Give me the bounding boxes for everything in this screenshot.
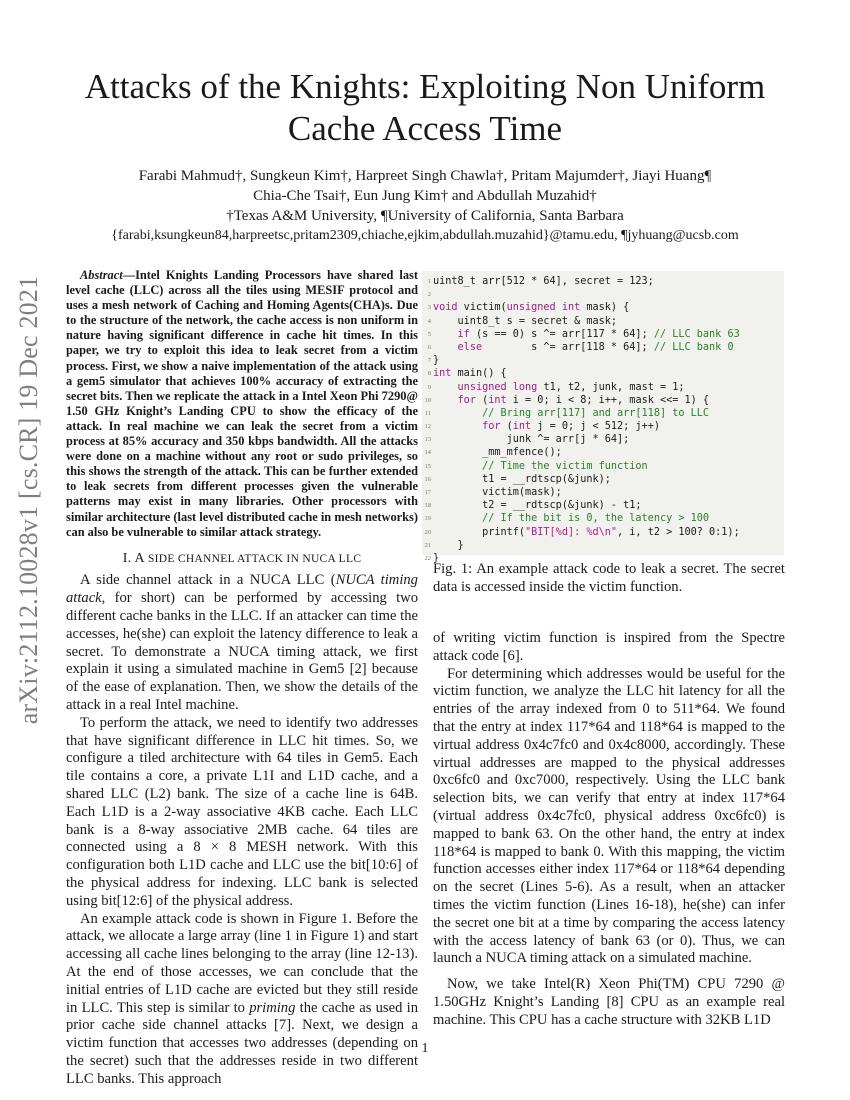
- abstract: [66, 268, 418, 540]
- code-line: 22 }: [424, 552, 440, 564]
- arxiv-stamp: arXiv:2112.10028v1 [cs.CR] 19 Dec 2021: [14, 275, 43, 725]
- code-line: 21 }: [424, 539, 464, 551]
- code-line: 11 // Bring arr[117] and arr[118] to LLC: [424, 407, 710, 419]
- code-line: 15 // Time the victim function: [424, 460, 648, 472]
- code-line: 17 victim(mask);: [424, 487, 562, 498]
- code-line: 10 for (int i = 0; i < 8; i++, mask <<= 1) {: [424, 394, 710, 406]
- code-line: 7 }: [427, 355, 440, 367]
- left-column: [66, 268, 418, 1089]
- author-names-2: Chia-Che Tsai†, Eun Jung Kim† and Abdullah Muzahid†: [253, 188, 597, 204]
- paragraph: of writing victim function is inspired from the Spectre attack code [6].: [433, 630, 785, 664]
- author-emails: {farabi,ksungkeun84,harpreetsc,pritam2309,chiache,ejkim,abdullah.muzahid}@tamu.edu, ¶jyhuang@ucsb.com: [111, 228, 739, 243]
- code-line: 18 t2 = __rdtscp(&junk) - t1;: [424, 500, 642, 512]
- code-line: 16 t1 = __rdtscp(&junk);: [424, 473, 611, 485]
- code-line: 1 uint8_t arr[512 * 64], secret = 123;: [427, 276, 654, 287]
- title-line-1: Attacks of the Knights: Exploiting Non Uniform: [84, 67, 766, 106]
- paragraph: An example attack code is shown in Figure 1. Before the attack, we allocate a large array (line 1 in Figure 1) and start accessing all cache lines belonging to the array (line 12-13). At the end of those accesses, we can conclude that the initial entries of L1D cache are evicted but they still reside in LLC. This step is similar to priming the cache as used in prior cache side channel attacks [7]. Next, we design a victim function that accesses two addresses (depending on the secret) such that the addresses reside in two different LLC banks. This approach: [66, 910, 418, 1087]
- code-line: 20 printf("BIT[%d]: %d\n", i, t2 > 100? 0:1);: [424, 526, 740, 538]
- title-line-2: Cache Access Time: [287, 109, 563, 148]
- code-listing: [424, 275, 783, 565]
- code-line: 9 unsigned long t1, t2, junk, mast = 1;: [427, 381, 685, 393]
- code-line: 3 void victim(unsigned int mask) {: [427, 302, 630, 314]
- code-line: 2: [427, 291, 431, 299]
- paragraph: Now, we take Intel(R) Xeon Phi(TM) CPU 7290 @ 1.50GHz Knight’s Landing [8] CPU as an example real machine. This CPU has a cache structure with 32KB L1D: [433, 976, 785, 1028]
- code-line: 19 // If the bit is 0, the latency > 100: [424, 513, 710, 525]
- code-line: 5 if (s == 0) s ^= arr[117 * 64]; // LLC bank 63: [427, 328, 740, 340]
- code-line: 13 junk ^= arr[j * 64];: [424, 434, 630, 446]
- affiliations: †Texas A&M University, ¶University of California, Santa Barbara: [226, 208, 624, 224]
- code-line: 14 _mm_mfence();: [424, 447, 562, 459]
- abstract-text: —Intel Knights Landing Processors have shared last level cache (LLC) across all the tiles using MESIF protocol and uses a mesh network of Caching and Homing Agents(CHA)s. Due to the structure of the network, the cache access is non uniform in nature having significant difference in cache hit times. In this paper, we try to exploit this idea to leak secret from a victim process. First, we show a naive implementation of the attack using a gem5 simulator that achieves 100% accuracy of extracting the secret bits. Then we replicate the attack in a Intel Xeon Phi 7290@ 1.50 GHz Knight’s Landing CPU to show the efficacy of the attack. In real machine we can leak the secret from a victim process at 85% accuracy and 350 kbps bandwidth. All the attacks were done on a machine without any root or sudo privileges, so this shows the strength of the attack. This can be further extended to leak secrets from different processes given the vulnerable patterns may exist in many libraries. Other processors with similar architecture (last level distributed cache in mesh networks) can also be vulnerable to similar attack strategy.: [66, 268, 418, 539]
- code-line: 8 int main() {: [427, 368, 507, 380]
- code-line: 12 for (int j = 0; j < 512; j++): [424, 421, 660, 433]
- abstract-label: Abstract: [80, 268, 123, 282]
- paragraph: For determining which addresses would be useful for the victim function, we analyze the LLC hit latency for all the entries of the array indexed from 0 to 511*64. We found that the entry at index 117*64 and 118*64 is mapped to the virtual address 0x4c7fc0 and 0x4c8000, accordingly. These virtual addresses are mapped to the physical addresses 0xc6fc0 and 0xc7000, respectively. Using the LLC bank selection bits, we can verify that entry at index 117*64 (virtual address 0x4c7fc0, physical address 0xc6fc0) is mapped to bank 63. On the other hand, the entry at index 118*64 is mapped to bank 0. With this mapping, the victim function accesses either index 117*64 or 118*64 depending on the secret (Lines 5-6). As a result, when an attacker times the victim function (Lines 16-18), he(she) can infer the secret one bit at a time by comparing the access latency with the access latency of bank 63 (or 0). Thus, we can launch a NUCA timing attack on a simulated machine.: [433, 665, 785, 967]
- page-number: 1: [421, 1041, 429, 1056]
- author-block: [60, 166, 790, 246]
- code-line: 4 uint8_t s = secret & mask;: [427, 315, 618, 327]
- right-column: [433, 630, 785, 1030]
- paragraph: A side channel attack in a NUCA LLC (NUCA timing attack, for short) can be performed by accessing two different cache banks in the LLC. If an attacker can time the accesses, he(she) can exploit the latency difference to leak a secret. To demonstrate a NUCA timing attack, we first explain it using a simulated machine in Gem5 [2] because of the ease of explanation. Then, we show the details of the attack in a real Intel machine.: [66, 572, 418, 714]
- code-line: 6 else s ^= arr[118 * 64]; // LLC bank 0: [427, 341, 734, 353]
- paper-title: [60, 66, 790, 150]
- section-heading: I. A SIDE CHANNEL ATTACK IN NUCA LLC: [122, 550, 362, 566]
- figure-caption: Fig. 1: An example attack code to leak a secret. The secret data is accessed inside the victim function.: [433, 561, 785, 595]
- author-names-1: Farabi Mahmud†, Sungkeun Kim†, Harpreet Singh Chawla†, Pritam Majumder†, Jiayi Huang¶: [138, 168, 712, 184]
- paragraph: To perform the attack, we need to identify two addresses that have significant difference in LLC hit times. So, we configure a tiled architecture with 64 tiles in Gem5. Each tile contains a core, a private L1I and L1D cache, and a shared LLC (L2) bank. The size of a cache line is 64B. Each L1D is a 2-way associative 4KB cache. Each LLC bank is a 8-way associative 2MB cache. 64 tiles are connected using a 8 × 8 MESH network. With this configuration both L1D cache and LLC use the bit[10:6] of the physical address for indexing. LLC bank is selected using bit[12:6] of the physical address.: [66, 714, 418, 909]
